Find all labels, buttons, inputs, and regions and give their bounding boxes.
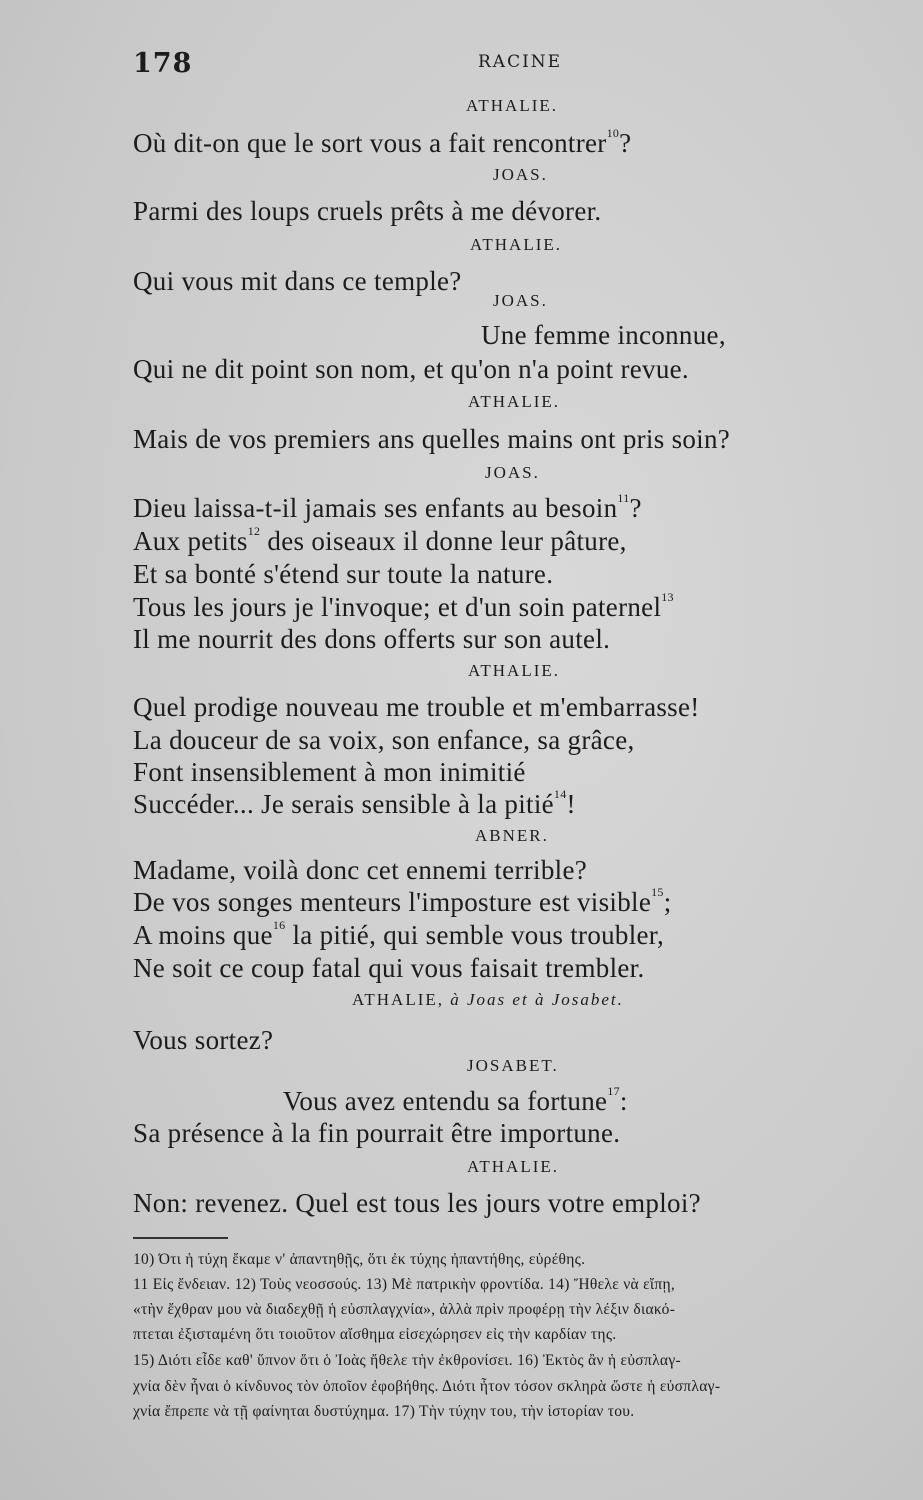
running-head: RACINE [478, 52, 563, 72]
verse-line [133, 1118, 620, 1149]
line-text: ATHALIE. [468, 392, 561, 411]
verse-line [133, 789, 576, 820]
line-text: JOSABET. [467, 1056, 559, 1075]
footnote-line: 10) Ότι ἡ τύχη ἔκαμε ν' ἀπαντηθῇς, ὅτι ἐκ τύχης ἠπαντήθης, εὑρέθης. [133, 1251, 586, 1268]
verse-line [133, 887, 672, 918]
verse-line [283, 1086, 628, 1117]
verse-line [133, 1025, 273, 1056]
verse-line [133, 1188, 701, 1219]
line-text: Madame, voilà donc cet ennemi terrible? [133, 855, 588, 885]
line-text: Non: revenez. Quel est tous les jours votre emploi? [133, 1188, 701, 1218]
verse-line [133, 424, 730, 455]
speaker-label [467, 1056, 559, 1076]
line-text: ATHALIE. [468, 661, 561, 680]
verse-line [133, 757, 526, 788]
footnote-marker: 15 [651, 885, 664, 899]
line-text: Mais de vos premiers ans quelles mains ont pris soin? [133, 424, 731, 454]
footnote-line: 15) Διότι εἶδε καθ' ὕπνον ὅτι ὁ Ἰοὰς ἤθελε τὴν ἐκθρονίσει. 16) Ἐκτὸς ἂν ἡ εὐσπλαγ- [133, 1352, 681, 1369]
line-text: Où dit-on que le sort vous a fait rencontrer [133, 128, 607, 158]
line-text: ATHALIE, [352, 990, 445, 1009]
speaker-label [485, 463, 540, 483]
verse-line [133, 196, 601, 227]
footnote-marker: 12 [247, 524, 261, 538]
line-text: JOAS. [485, 463, 540, 482]
line-text: Vous avez entendu sa fortune [283, 1086, 608, 1116]
line-text: JOAS. [493, 165, 548, 184]
speaker-label [468, 661, 560, 681]
verse-line [133, 692, 700, 723]
line-text: Une femme inconnue, [481, 320, 726, 350]
verse-line [133, 526, 627, 557]
verse-line [481, 320, 726, 351]
verse-line [133, 624, 610, 655]
verse-line [133, 493, 642, 524]
line-text: La douceur de sa voix, son enfance, sa grâce, [133, 725, 635, 755]
verse-line [133, 920, 664, 951]
verse-line [133, 559, 553, 590]
footnote-line: πτεται ἐξισταμένη ὅτι τοιοῦτον αἴσθημα εἰσεχώρησεν εἰς τὴν καρδίαν της. [133, 1326, 617, 1343]
line-ending: : [619, 1086, 628, 1116]
line-text: Et sa bonté s'étend sur toute la nature. [133, 559, 554, 589]
speaker-label [493, 291, 548, 311]
speaker-label [466, 96, 558, 116]
verse-line [133, 128, 631, 159]
line-text: Qui vous mit dans ce temple? [133, 266, 462, 296]
line-text: De vos songes menteurs l'imposture est visible [133, 887, 652, 917]
footnote-line: χνία ἔπρεπε νὰ τῇ φαίνηται δυστύχημα. 17) Τὴν τύχην του, τὴν ἱστορίαν του. [133, 1403, 635, 1420]
line-text: Aux petits [133, 526, 248, 556]
speaker-label [352, 990, 624, 1010]
footnote-line: χνία δὲν ἦναι ὁ κίνδυνος τὸν ὁποῖον ἐφοβήθης. Διότι ἦτον τόσον σκληρὰ ὥστε ἡ εὐσπλαγ- [133, 1378, 721, 1395]
line-text: A moins que [133, 920, 273, 950]
line-text: Vous sortez? [133, 1025, 274, 1055]
footnote-marker: 16 [272, 918, 286, 932]
stage-direction: à Joas et à Josabet. [450, 990, 624, 1009]
line-text: Tous les jours je l'invoque; et d'un soin paternel [133, 592, 662, 622]
line-text: Quel prodige nouveau me trouble et m'embarrasse! [133, 692, 700, 722]
speaker-label [475, 826, 549, 846]
speaker-label [467, 1157, 559, 1177]
line-text: Ne soit ce coup fatal qui vous faisait trembler. [133, 953, 645, 983]
line-text: Dieu laissa-t-il jamais ses enfants au besoin [133, 493, 618, 523]
speaker-label [468, 392, 560, 412]
speaker-label [493, 165, 548, 185]
footnote-marker: 14 [553, 787, 567, 801]
verse-line [133, 266, 462, 297]
line-text: JOAS. [493, 291, 548, 310]
line-text: Parmi des loups cruels prêts à me dévorer. [133, 196, 602, 226]
footnote-marker: 17 [607, 1084, 620, 1098]
line-ending: ; [663, 887, 672, 917]
line-text: ABNER. [475, 826, 549, 845]
line-ending: ? [629, 493, 642, 523]
line-text: ATHALIE. [467, 1157, 560, 1176]
verse-line [133, 354, 689, 385]
footnote-line: «τὴν ἔχθραν μου νὰ διαδεχθῇ ἡ εὐσπλαγχνία», ἀλλὰ πρὶν προφέρῃ τὴν λέξιν διακό- [133, 1301, 676, 1318]
footnote-marker: 10 [606, 126, 620, 140]
verse-line [133, 953, 645, 984]
verse-line [133, 592, 674, 623]
line-text: Succéder... Je serais sensible à la pitié [133, 789, 554, 819]
footnote-line: 11 Εἰς ἔνδειαν. 12) Τοὺς νεοσσούς. 13) Μὲ πατρικὴν φροντίδα. 14) Ἤθελε νὰ εἴπῃ, [133, 1276, 676, 1293]
line-text: Sa présence à la fin pourrait être importune. [133, 1118, 621, 1148]
line-ending: ? [619, 128, 632, 158]
verse-line [133, 855, 587, 886]
line-text: Qui ne dit point son nom, et qu'on n'a point revue. [133, 354, 689, 384]
footnote-marker: 13 [661, 590, 674, 604]
line-text: Font insensiblement à mon inimitié [133, 757, 526, 787]
footnote-marker: 11 [617, 491, 630, 505]
line-text: ATHALIE. [470, 235, 563, 254]
page-number: 178 [133, 48, 193, 79]
speaker-label [470, 235, 562, 255]
line-ending: la pitié, qui semble vous troubler, [285, 920, 665, 950]
line-ending: ! [566, 789, 576, 819]
footnote-rule [133, 1237, 228, 1239]
line-ending: des oiseaux il donne leur pâture, [260, 526, 627, 556]
line-text: ATHALIE. [466, 96, 559, 115]
line-text: Il me nourrit des dons offerts sur son autel. [133, 624, 611, 654]
verse-line [133, 725, 635, 756]
